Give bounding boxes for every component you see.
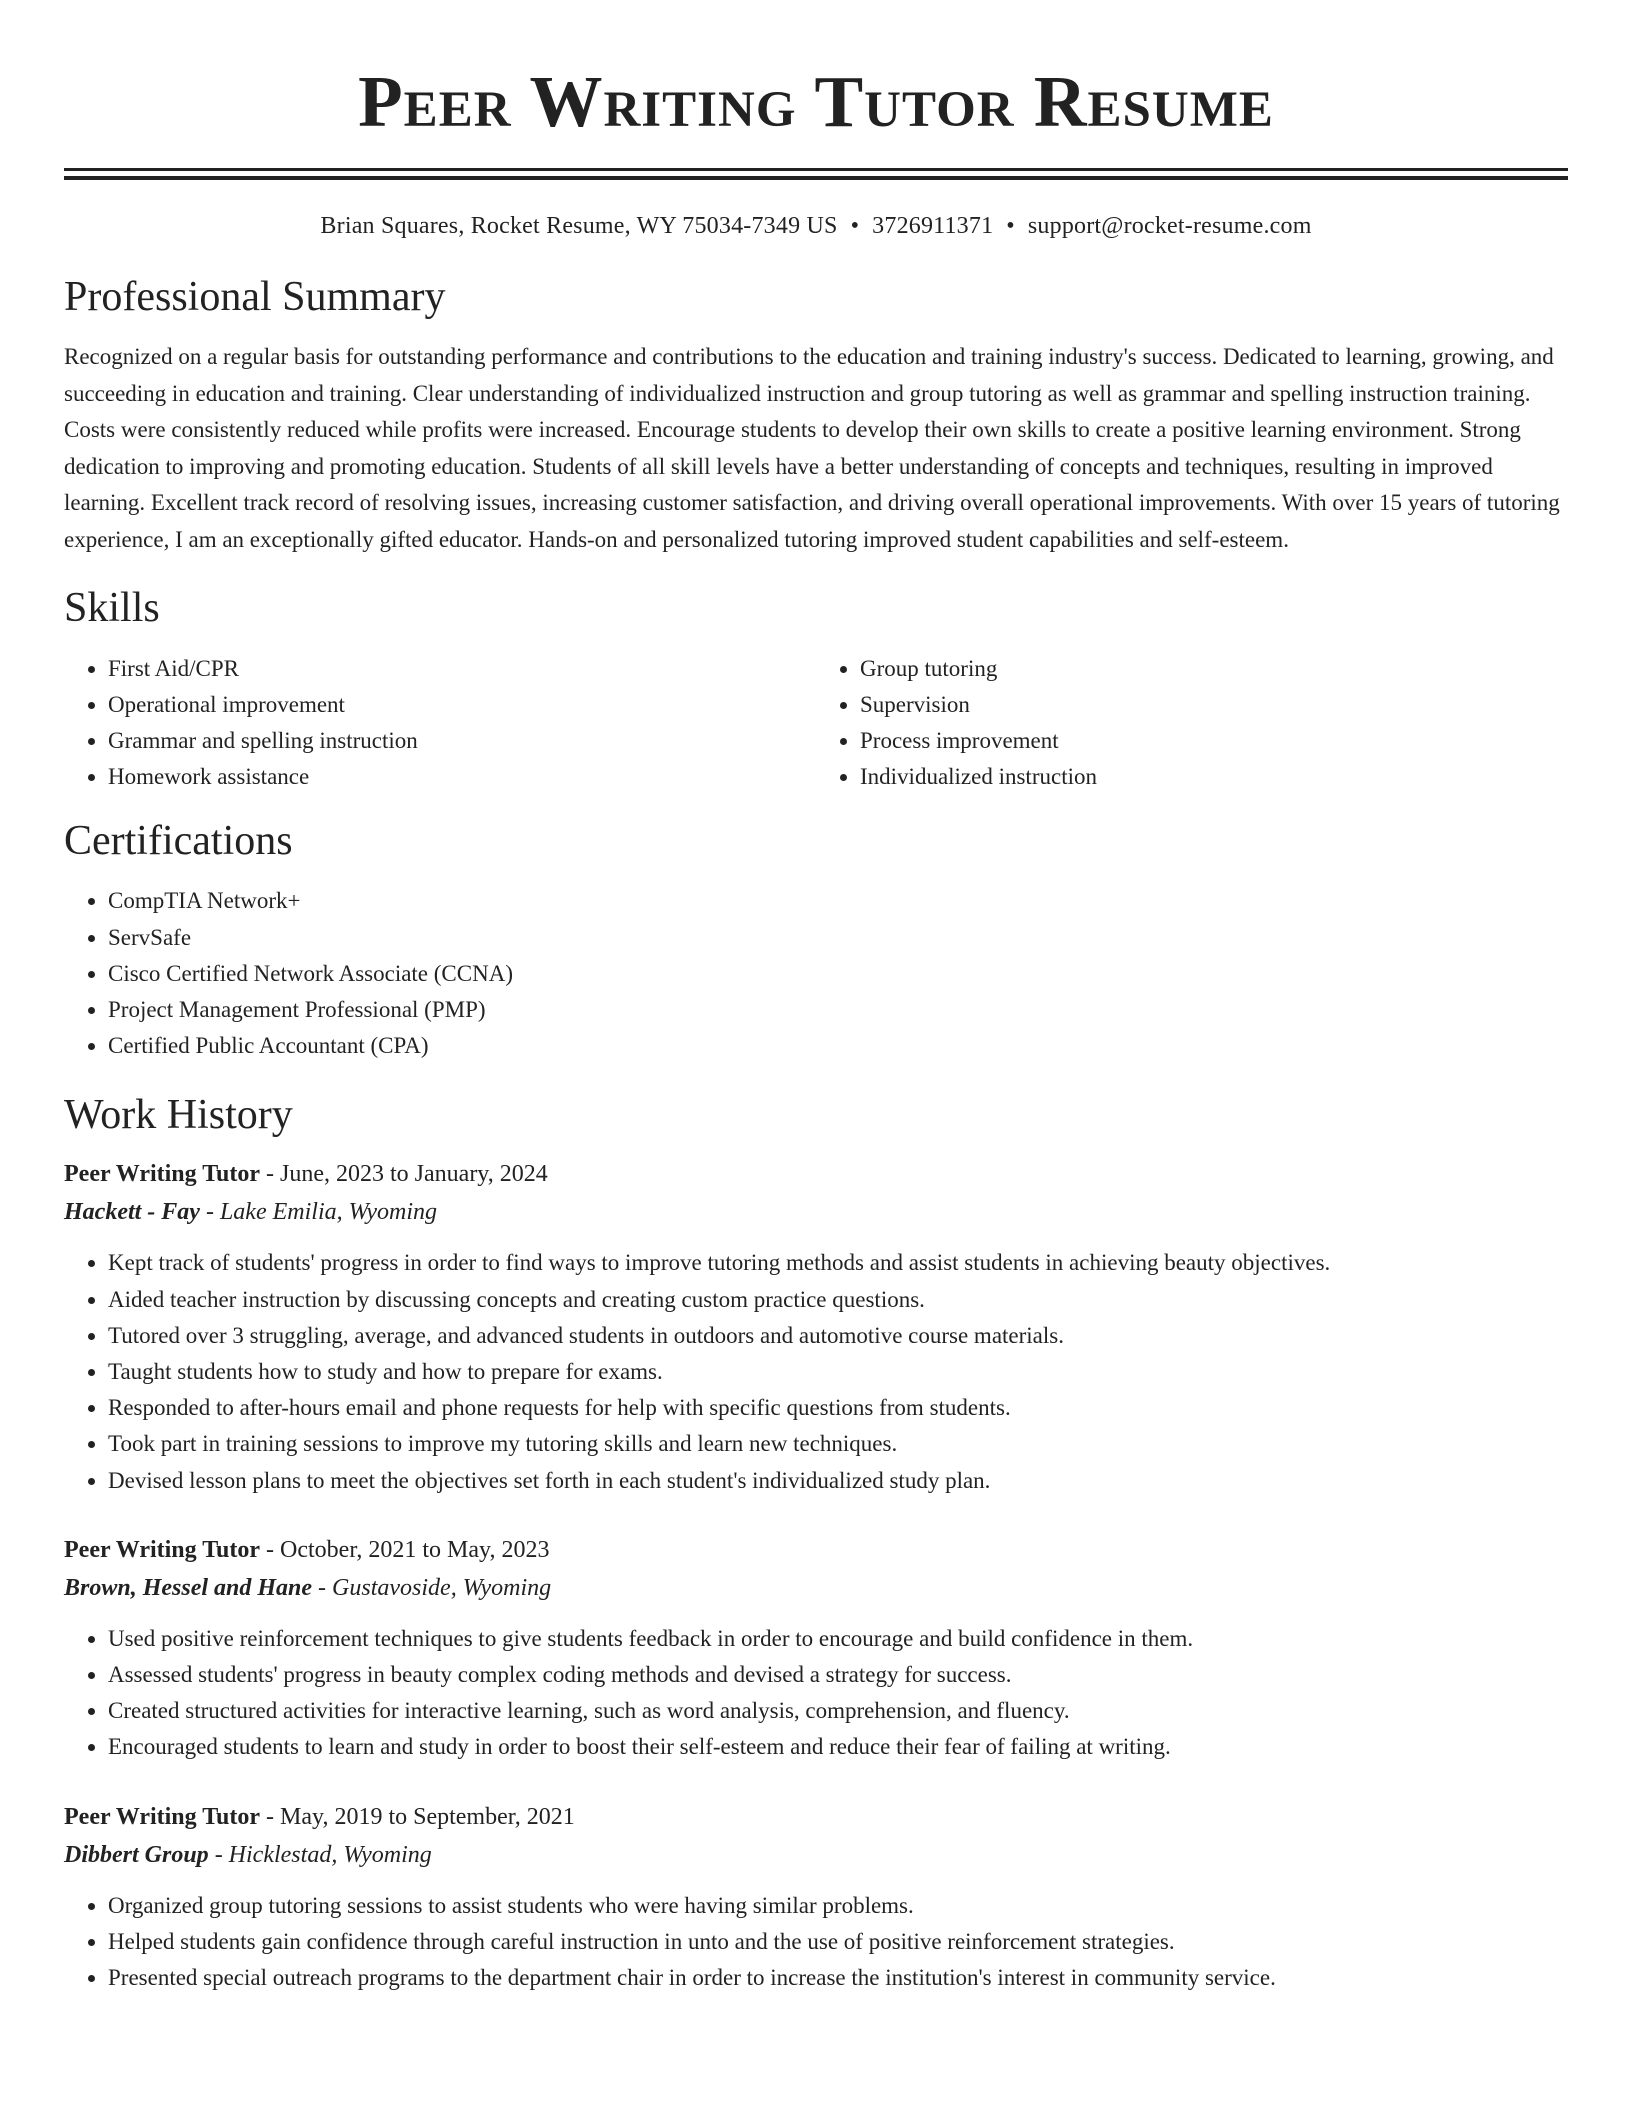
job-location: - Lake Emilia, Wyoming bbox=[199, 1199, 438, 1226]
summary-heading: Professional Summary bbox=[64, 274, 446, 320]
job-dates: - June, 2023 to January, 2024 bbox=[260, 1161, 548, 1188]
contact-separator: • bbox=[850, 213, 860, 239]
resume-title: Peer Writing Tutor Resume bbox=[358, 61, 1274, 142]
skill-item: • Homework assistance bbox=[108, 759, 816, 795]
job-location: - Hicklestad, Wyoming bbox=[208, 1841, 432, 1868]
job-bullets bbox=[64, 1888, 1568, 1997]
job-dates: - May, 2019 to September, 2021 bbox=[260, 1803, 575, 1830]
job-bullet: • Kept track of students' progress in order to find ways to improve tutoring methods and assist students in achieving beauty objectives. bbox=[108, 1245, 1568, 1281]
contact-phone: 3726911371 bbox=[872, 213, 994, 239]
job-title-line bbox=[64, 1155, 1568, 1193]
skills-heading: Skills bbox=[64, 584, 160, 631]
certifications-heading: Certifications bbox=[64, 818, 293, 865]
summary-text: Recognized on a regular basis for outstanding performance and contributions to the education and training industry's success. Dedicated to learning, growing, and succeeding in education and training. Clear understanding of individualized instruction and group tutoring as well as grammar and spelling instruction training. Costs were consistently reduced while profits were increased. Encourage students to develop their own skills to create a positive learning environment. Strong dedication to improving and promoting education. Students of all skill levels have a better understanding of concepts and techniques, resulting in improved learning. Excellent track record of resolving issues, increasing customer satisfaction, and driving overall operational improvements. With over 15 years of tutoring experience, I am an exceptionally gifted educator. Hands-on and personalized tutoring improved student capabilities and self-esteem. bbox=[64, 344, 1560, 552]
job-bullet: • Responded to after-hours email and phone requests for help with specific questions from students. bbox=[108, 1390, 1568, 1426]
job-company-line bbox=[64, 1193, 1568, 1231]
job-title-line bbox=[64, 1798, 1568, 1836]
skills-column-right bbox=[816, 651, 1568, 796]
job-title: Peer Writing Tutor bbox=[64, 1161, 261, 1188]
title-rule-top bbox=[64, 168, 1568, 171]
job-bullet: • Devised lesson plans to meet the objectives set forth in each student's individualized study plan. bbox=[108, 1463, 1568, 1499]
skill-item: • Operational improvement bbox=[108, 687, 816, 723]
job-bullet: • Organized group tutoring sessions to assist students who were having similar problems. bbox=[108, 1888, 1568, 1924]
job-entry bbox=[64, 1531, 1568, 1766]
job-bullet: • Encouraged students to learn and study in order to boost their self-esteem and reduce their fear of failing at writing. bbox=[108, 1729, 1568, 1765]
certification-item: • ServSafe bbox=[108, 920, 1568, 956]
job-bullet: • Helped students gain confidence through careful instruction in unto and the use of positive reinforcement strategies. bbox=[108, 1924, 1568, 1960]
skill-item: • Group tutoring bbox=[860, 651, 1568, 687]
job-entry bbox=[64, 1798, 1568, 1997]
resume-page bbox=[64, 0, 1568, 1996]
contact-line bbox=[64, 210, 1568, 242]
job-bullets bbox=[64, 1621, 1568, 1766]
job-bullets bbox=[64, 1245, 1568, 1498]
certifications-list bbox=[64, 883, 1568, 1064]
job-title: Peer Writing Tutor bbox=[64, 1803, 261, 1830]
job-bullet: • Tutored over 3 struggling, average, and advanced students in outdoors and automotive course materials. bbox=[108, 1318, 1568, 1354]
certification-item: • Cisco Certified Network Associate (CCNA) bbox=[108, 956, 1568, 992]
job-dates: - October, 2021 to May, 2023 bbox=[260, 1536, 550, 1563]
certification-item: • Project Management Professional (PMP) bbox=[108, 992, 1568, 1028]
job-title: Peer Writing Tutor bbox=[64, 1536, 261, 1563]
job-company-line bbox=[64, 1836, 1568, 1874]
job-bullet: • Used positive reinforcement techniques to give students feedback in order to encourage and build confidence in them. bbox=[108, 1621, 1568, 1657]
work-history-heading: Work History bbox=[64, 1092, 293, 1139]
job-title-line bbox=[64, 1531, 1568, 1569]
skills-column-left bbox=[64, 651, 816, 796]
job-company: Dibbert Group bbox=[64, 1841, 209, 1868]
job-company-line bbox=[64, 1569, 1568, 1607]
skill-item: • Process improvement bbox=[860, 723, 1568, 759]
job-bullet: • Aided teacher instruction by discussing concepts and creating custom practice questions. bbox=[108, 1282, 1568, 1318]
job-bullet: • Assessed students' progress in beauty complex coding methods and devised a strategy for success. bbox=[108, 1657, 1568, 1693]
title-rule-bottom bbox=[64, 176, 1568, 180]
job-location: - Gustavoside, Wyoming bbox=[312, 1574, 552, 1601]
certification-item: • CompTIA Network+ bbox=[108, 883, 1568, 919]
job-bullet: • Taught students how to study and how to prepare for exams. bbox=[108, 1354, 1568, 1390]
job-bullet: • Presented special outreach programs to the department chair in order to increase the institution's interest in community service. bbox=[108, 1960, 1568, 1996]
contact-address: Brian Squares, Rocket Resume, WY 75034-7349 US bbox=[320, 213, 838, 239]
skill-item: • Supervision bbox=[860, 687, 1568, 723]
skills-list bbox=[64, 651, 1568, 796]
skill-item: • Grammar and spelling instruction bbox=[108, 723, 816, 759]
job-bullet: • Created structured activities for interactive learning, such as word analysis, comprehension, and fluency. bbox=[108, 1693, 1568, 1729]
skill-item: • Individualized instruction bbox=[860, 759, 1568, 795]
contact-separator: • bbox=[1006, 213, 1015, 239]
job-entry bbox=[64, 1155, 1568, 1498]
certification-item: • Certified Public Accountant (CPA) bbox=[108, 1028, 1568, 1064]
job-bullet: • Took part in training sessions to improve my tutoring skills and learn new techniques. bbox=[108, 1426, 1568, 1462]
job-company: Brown, Hessel and Hane bbox=[64, 1574, 313, 1601]
skill-item: • First Aid/CPR bbox=[108, 651, 816, 687]
job-company: Hackett - Fay bbox=[64, 1199, 200, 1226]
contact-email: support@rocket-resume.com bbox=[1027, 213, 1312, 239]
